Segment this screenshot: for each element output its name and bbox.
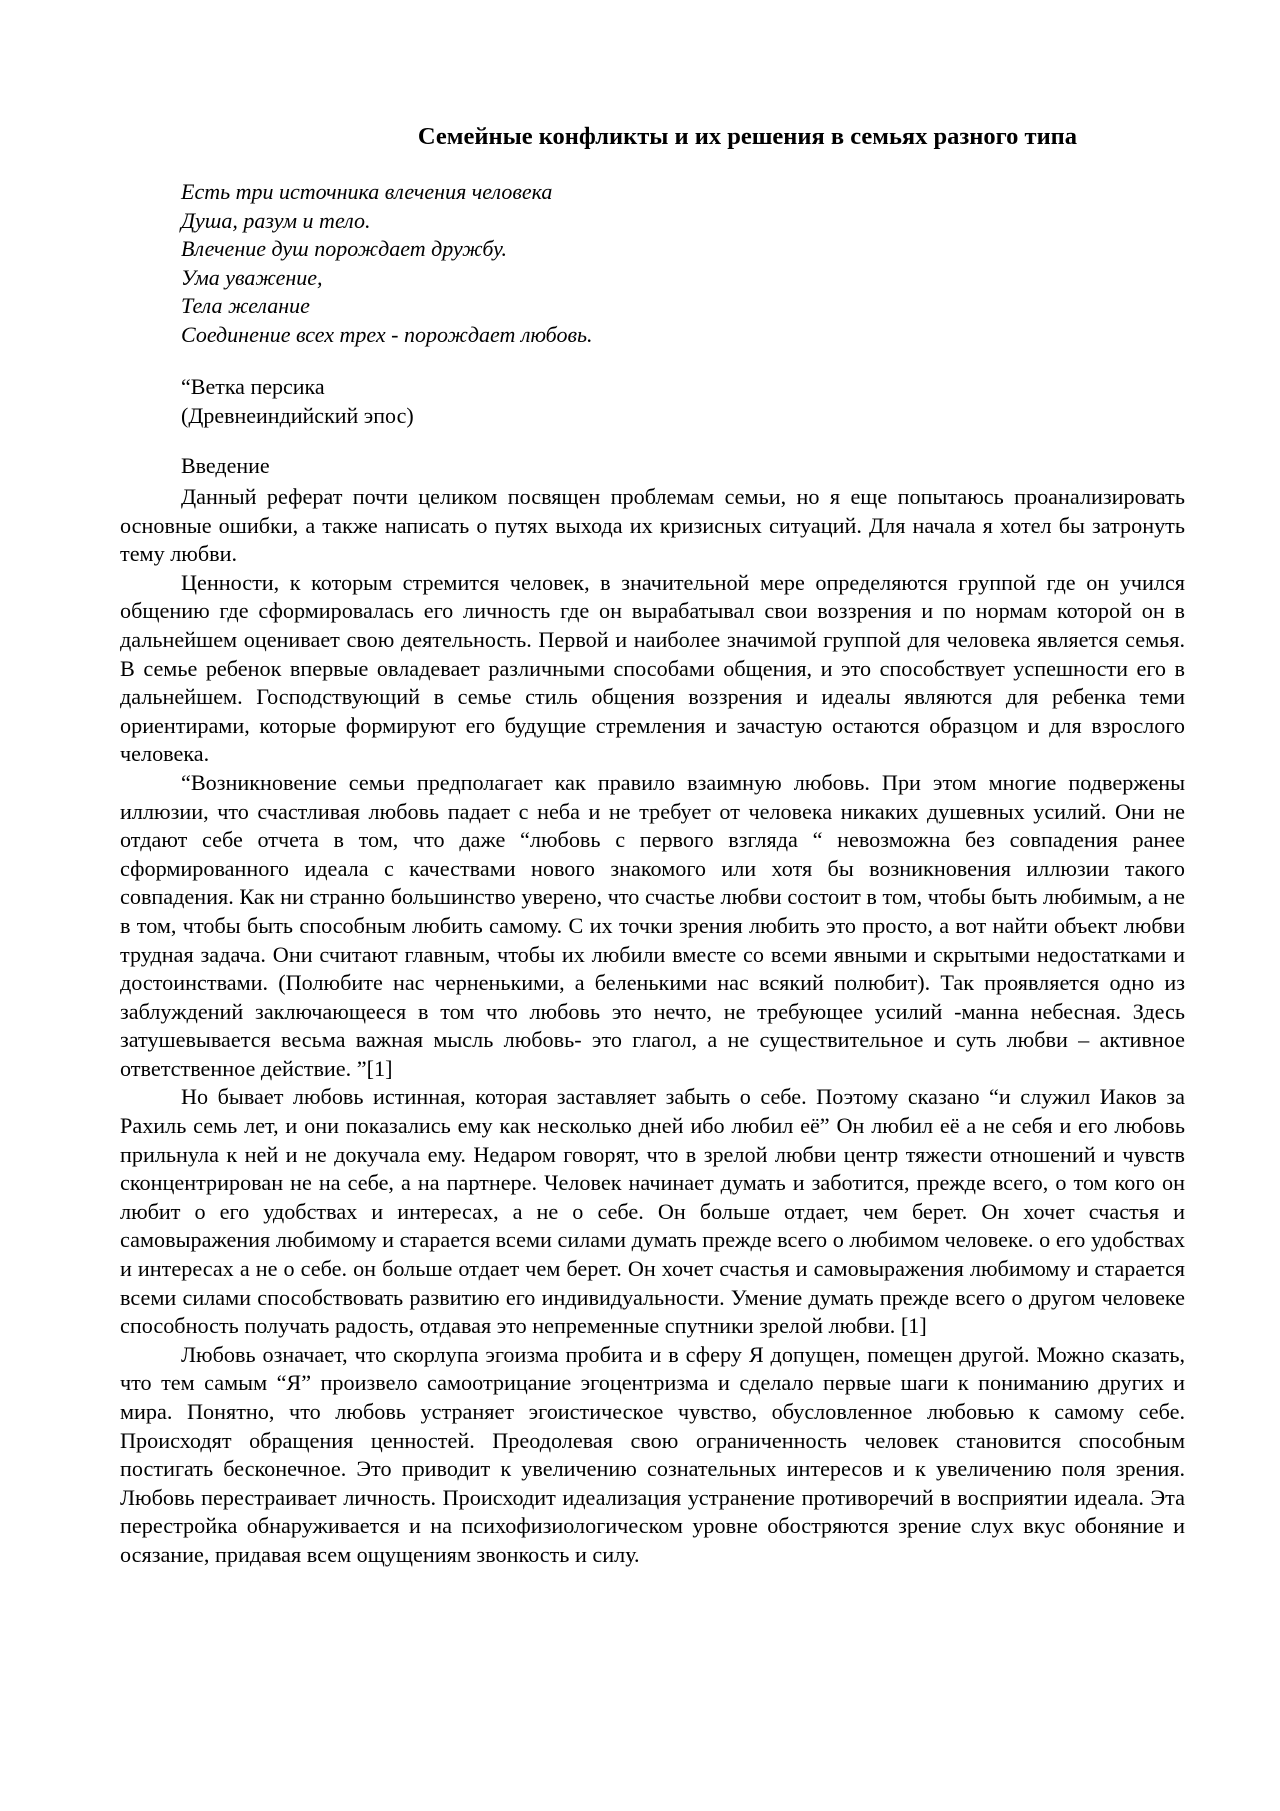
- source-line: (Древнеиндийский эпос): [181, 402, 414, 428]
- epigraph-line: Ума уважение,: [181, 264, 323, 290]
- epigraph-line: Есть три источника влечения человека: [181, 179, 553, 204]
- section-heading: Введение: [181, 453, 270, 478]
- body-text: [120, 483, 1185, 1570]
- paragraph: Данный реферат почти целиком посвящен проблемам семьи, но я еще попытаюсь проанализировать основные ошибки, а также написать о путях выхода их кризисных ситуаций. Для начала я хотел бы затронуть тему любви.: [120, 484, 1185, 567]
- epigraph-line: Тела желание: [181, 293, 310, 319]
- document-title: Семейные конфликты и их решения в семьях разного типа: [417, 123, 1078, 150]
- paragraph: Ценности, к которым стремится человек, в значительной мере определяются группой где он учился общению где сформировалась его личность где он вырабатывал свои воззрения и по нормам которой он в дальнейшем оценивает свою деятельность. Первой и наиболее значимой группой для человека является семья. В семье ребенок впервые овладевает различными способами общения, и это способствует успешности его в дальнейшем. Господствующий в семье стиль общения воззрения и идеалы являются для ребенка теми ориентирами, которые формируют его будущие стремления и зачастую остаются образцом и для взрослого человека.: [120, 569, 1185, 767]
- paragraph: “Возникновение семьи предполагает как правило взаимную любовь. При этом многие подвержены иллюзии, что счастливая любовь падает с неба и не требует от человека никаких душевных усилий. Они не отдают себе отчета в том, что даже “любовь с первого взгляда “ невозможна без совпадения ранее сформированного идеала с качествами нового знакомого или хотя бы возникновения иллюзии такого совпадения. Как ни странно большинство уверено, что счастье любви состоит в том, чтобы быть любимым, а не в том, чтобы быть способным любить самому. С их точки зрения любить это просто, а вот найти объект любви трудная задача. Они считают главным, чтобы их любили вместе со всеми явными и скрытыми недостатками и достоинствами. (Полюбите нас черненькими, а беленькими нас всякий полюбит). Так проявляется одно из заблуждений заключающееся в том что любовь это нечто, не требующее усилий -манна небесная. Здесь затушевывается весьма важная мысль любовь- это глагол, а не существительное и суть любви – активное ответственное действие. ”[1]: [120, 769, 1185, 1081]
- paragraph: Но бывает любовь истинная, которая заставляет забыть о себе. Поэтому сказано “и служил Иаков за Рахиль семь лет, и они показались ему как несколько дней ибо любил её” Он любил её а не себя и его любовь прильнула к ней и не докучала ему. Недаром говорят, что в зрелой любви центр тяжести отношений и чувств сконцентрирован не на себе, а на партнере. Человек начинает думать и заботится, прежде всего, о том кого он любит о его удобствах и интересах, а не о себе. Он больше отдает, чем берет. Он хочет счастья и самовыражения любимому и старается всеми силами думать прежде всего о любимом человеке. о его удобствах и интересах а не о себе. он больше отдает чем берет. Он хочет счастья и самовыражения любимому и старается всеми силами способствовать развитию его индивидуальности. Умение думать прежде всего о другом человеке способность получать радость, отдавая это непременные спутники зрелой любви. [1]: [120, 1084, 1185, 1339]
- source-line: “Ветка персика: [181, 374, 325, 399]
- epigraph-line: Влечение душ порождает дружбу.: [181, 236, 507, 262]
- paragraph: Любовь означает, что скорлупа эгоизма пробита и в сферу Я допущен, помещен другой. Можно сказать, что тем самым “Я” произвело самоотрицание эгоцентризма и сделало первые шаги к пониманию других и мира. Понятно, что любовь устраняет эгоистическое чувство, обусловленное любовью к самому себе. Происходят обращения ценностей. Преодолевая свою ограниченность человек становится способным постигать бесконечное. Это приводит к увеличению сознательных интересов и к увеличению поля зрения. Любовь перестраивает личность. Происходит идеализация устранение противоречий в восприятии идеала. Эта перестройка обнаруживается и на психофизиологическом уровне обостряются зрение слух вкус обоняние и осязание, придавая всем ощущениям звонкость и силу.: [120, 1341, 1185, 1567]
- epigraph-line: Душа, разум и тело.: [181, 207, 371, 233]
- epigraph-source: [181, 373, 1081, 430]
- epigraph: [181, 178, 1081, 350]
- epigraph-line: Соединение всех трех - порождает любовь.: [181, 321, 593, 347]
